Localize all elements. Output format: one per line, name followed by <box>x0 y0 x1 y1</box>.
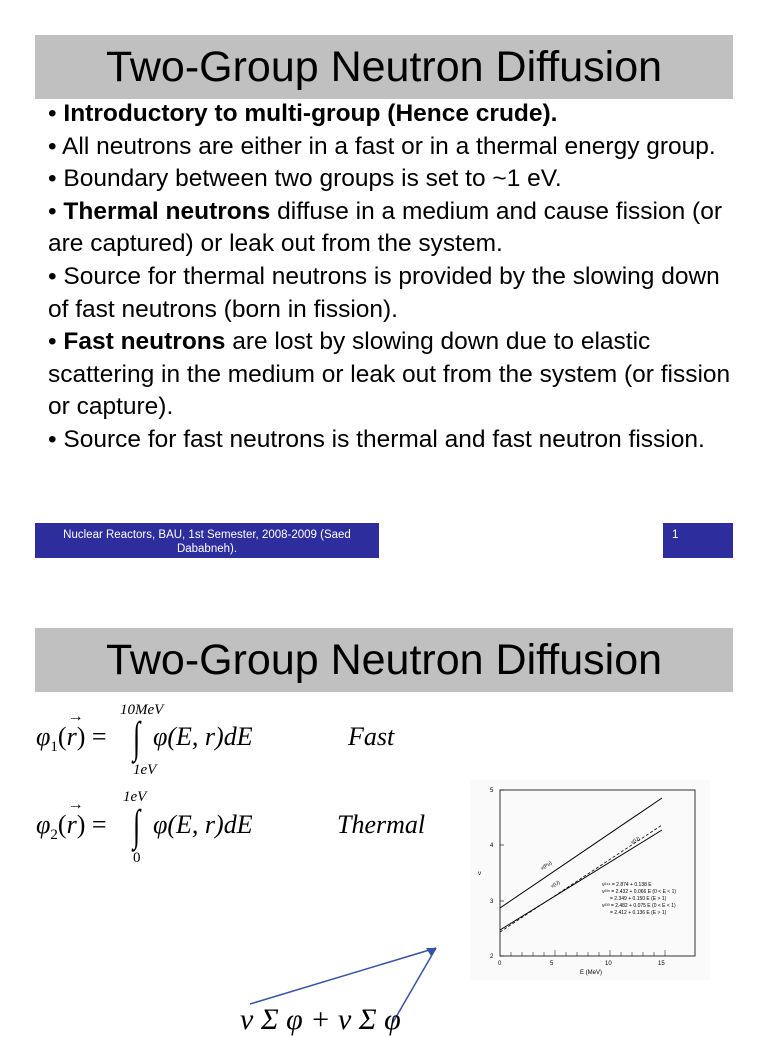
bullet-text: Source for thermal neutrons is provided by the slowing down of fast neutrons (born in fission). <box>48 262 720 323</box>
graph-x-tick-label: 10 <box>605 961 612 967</box>
bullet-bold-text: Introductory to multi-group (Hence crude). <box>63 100 558 127</box>
slide1-title: Two-Group Neutron Diffusion <box>35 35 733 99</box>
graph-curve-label: ν(U) <box>630 835 642 846</box>
graph-y-tick-label: 3 <box>490 899 494 905</box>
eq1-label: Fast <box>348 722 395 751</box>
bullet-item: • All neutrons are either in a fast or in a thermal energy group. <box>48 132 716 160</box>
eq1-integrand: φ(E, r)dE <box>153 722 253 751</box>
bullet-text: diffuse in a medium and cause fission (or are captured) or leak out from the system. <box>48 197 722 258</box>
graph-legend-line: ν²³⁵ = 2.432 + 0.066 E (0 < E < 1) <box>602 889 677 895</box>
slide2-title: Two-Group Neutron Diffusion <box>35 628 733 692</box>
eq1-lhs: $\varphi_1(r$ → ) = <box>36 708 107 755</box>
r-vector: r → <box>66 796 84 839</box>
graph-x-tick-label: 15 <box>658 961 665 967</box>
r-vector: r → <box>66 708 84 751</box>
eq1-lower-limit: 1eV <box>133 762 157 778</box>
eq2-lower-limit: 0 <box>133 850 141 866</box>
bullet-item: • Source for thermal neutrons is provided by the slowing down of fast neutrons (born in fission). <box>48 262 720 323</box>
eq2-lhs: $\varphi_2(r$ → ) = <box>36 796 107 843</box>
page-number: 1 <box>672 529 679 541</box>
bullet-bold-text: Fast neutrons <box>63 328 226 356</box>
bullet-text: Source for fast neutrons is thermal and fast neutron fission. <box>63 425 705 453</box>
bullet-item: • Thermal neutrons diffuse in a medium and cause fission (or are captured) or leak out from the system. <box>48 197 722 258</box>
graph-legend-line: ν²³³ = 2.482 + 0.075 E (0 < E < 1) <box>602 903 676 909</box>
eq1-upper-limit: 10MeV <box>120 702 164 718</box>
equals-sign: = <box>91 722 107 751</box>
bullet-item: • Introductory to multi-group (Hence crude). <box>48 100 558 127</box>
eq2-subscript: 2 <box>50 827 58 843</box>
source-equation: ν Σ φ + ν Σ φ <box>240 1003 401 1036</box>
equals-sign: = <box>91 810 107 839</box>
graph-legend-line: = 2.412 + 0.136 E (E > 1) <box>610 910 667 916</box>
bullet-item: • Fast neutrons are lost by slowing down due to elastic scattering in the medium or leak out from the system (or fission or capture). <box>48 328 731 421</box>
integral-sign-1: ∫ <box>133 713 141 762</box>
graph-y-tick-label: 5 <box>490 788 494 794</box>
bullet-item: • Boundary between two groups is set to ~1 eV. <box>48 165 562 193</box>
phi-symbol: φ <box>36 722 51 751</box>
footer-text: Nuclear Reactors, BAU, 1st Semester, 2008-2009 (Saed Dababneh). <box>63 529 351 555</box>
graph-curve-label: ν(U) <box>550 879 562 890</box>
eq2-integrand: φ(E, r)dE <box>153 810 253 839</box>
graph-y-axis-label: ν <box>478 871 481 877</box>
graph-x-axis-label: E (MeV) <box>580 970 603 976</box>
bullet-bold-text: Thermal neutrons <box>63 197 271 225</box>
bullet-item: • Source for fast neutrons is thermal and fast neutron fission. <box>48 425 705 453</box>
bullet-text: are lost by slowing down due to elastic scattering in the medium or leak out from the system (or fission or capture). <box>48 328 731 421</box>
eq2-label: Thermal <box>337 810 426 839</box>
graph-legend-line: = 2.349 + 0.150 E (E > 1) <box>610 896 667 902</box>
graph-legend-line: ν²⁴⁹ = 2.874 + 0.138 E <box>602 882 652 888</box>
graph-x-tick-label: 0 <box>498 961 502 967</box>
eq2-upper-limit: 1eV <box>123 789 147 805</box>
graph-x-tick-label: 5 <box>550 961 554 967</box>
bullet-text: All neutrons are either in a fast or in a thermal energy group. <box>62 132 716 160</box>
bullet-text: Boundary between two groups is set to ~1 eV. <box>63 165 562 193</box>
integral-sign-2: ∫ <box>133 801 141 850</box>
graph-curve-label: ν(Pu) <box>539 860 554 872</box>
phi-symbol: φ <box>36 810 51 839</box>
graph-y-tick-label: 2 <box>490 954 494 960</box>
graph-y-tick-label: 4 <box>490 843 494 849</box>
nu-vs-energy-graph <box>470 780 710 980</box>
eq1-subscript: 1 <box>50 739 58 755</box>
